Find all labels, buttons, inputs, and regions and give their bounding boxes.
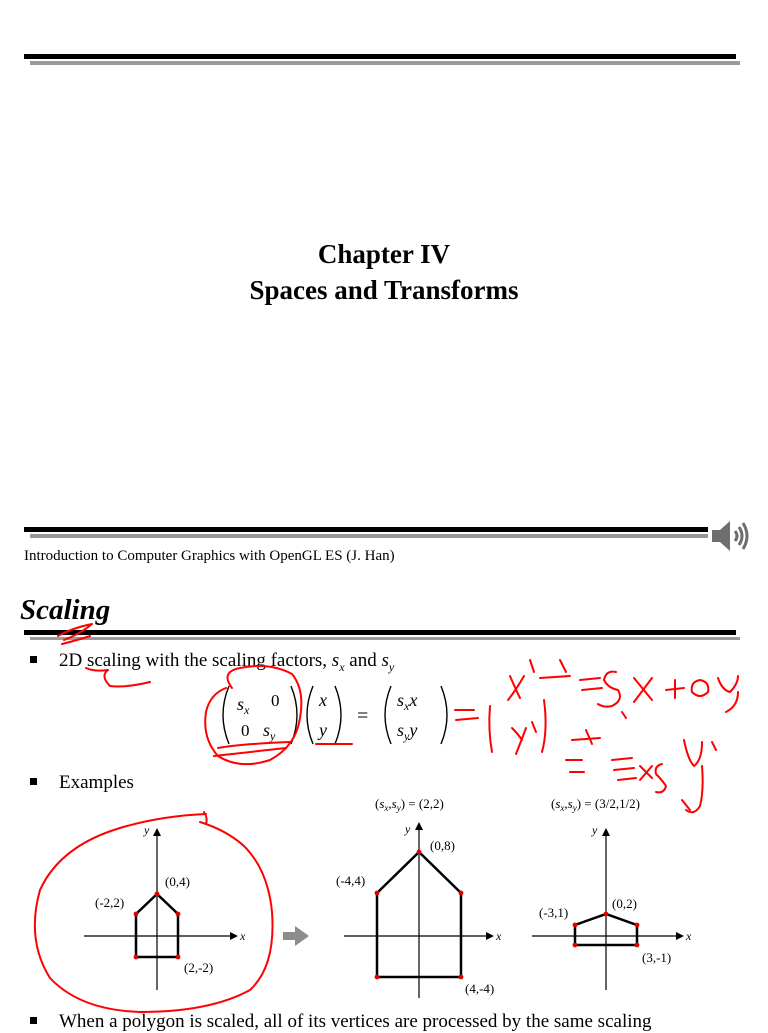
matrix-m12: 0	[271, 691, 280, 710]
svg-text:x: x	[496, 929, 502, 943]
label-mid-3: (4,-4)	[465, 981, 495, 996]
caption-right: $(s_x,s_y) = (3/2,1/2)$	[551, 796, 641, 813]
svg-text:y: y	[144, 823, 150, 837]
equals-sign: =	[357, 705, 369, 727]
result-r1: $s_xx$	[397, 690, 418, 713]
bullet-examples: Examples	[30, 772, 134, 794]
result-r2: $s_yy$	[397, 720, 418, 743]
chapter-title-line1: Chapter IV	[317, 239, 451, 269]
slide-title: Scaling	[20, 594, 111, 626]
label-right-1: (0,2)	[612, 896, 637, 911]
label-mid-2: (-4,4)	[336, 873, 366, 888]
matrix-m22: $s_y$	[263, 720, 276, 743]
matrix-m21: 0	[241, 721, 250, 740]
label-right-3: (3,-1)	[642, 950, 672, 965]
svg-text:y: y	[592, 823, 598, 837]
chapter-title-line2: Spaces and Transforms	[249, 275, 519, 305]
vector-y: y	[319, 720, 327, 740]
matrix-m11: $s_x$	[237, 694, 250, 717]
bullet-polygon-scaled: When a polygon is scaled, all of its vertices are processed by the same scaling	[30, 1011, 652, 1033]
vector-x: x	[319, 690, 327, 710]
svg-text:y: y	[405, 822, 411, 836]
label-left-1: (0,4)	[165, 874, 190, 889]
bullet-scaling-factors: 2D scaling with the scaling factors, $s_x$ and $s_y$	[30, 650, 394, 675]
svg-text:x: x	[240, 929, 246, 943]
label-right-2: (-3,1)	[539, 905, 569, 920]
svg-text:x: x	[686, 929, 692, 943]
footer-text: Introduction to Computer Graphics with OpenGL ES (J. Han)	[24, 548, 395, 564]
caption-mid: $(s_x,s_y) = (2,2)$	[375, 796, 444, 813]
label-left-3: (2,-2)	[184, 960, 214, 975]
label-left-2: (-2,2)	[95, 895, 125, 910]
label-mid-1: (0,8)	[430, 838, 455, 853]
